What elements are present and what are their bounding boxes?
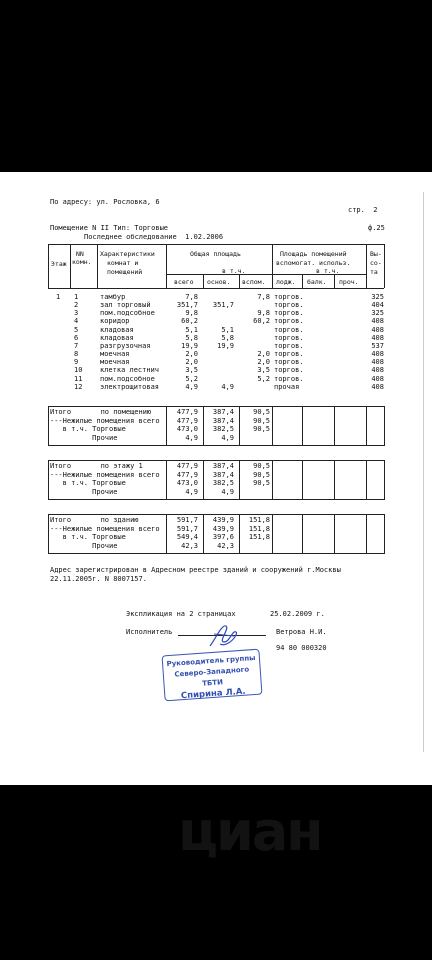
totals-1-line-3-aux: 90,5: [253, 425, 270, 433]
row-5-total: 5,1: [185, 325, 198, 334]
row-8-total: 2,0: [185, 350, 198, 359]
survey-date: Последнее обследование 1.02.2006: [84, 233, 224, 241]
row-10-use: торгов.: [274, 366, 304, 375]
executor-label: Исполнитель: [126, 628, 173, 636]
row-6-name: кладовая: [100, 333, 134, 342]
row-11-n: 11: [74, 374, 83, 383]
totals-2-line-3-total: 473,0: [176, 479, 198, 487]
col-aux-space-1: Площадь помещений: [280, 250, 347, 258]
totals-1-line-3-total: 473,0: [176, 425, 198, 433]
col-char-3: помещений: [107, 268, 143, 276]
row-7-use: торгов.: [274, 341, 304, 350]
totals-1-line-2-label: ---Нежилые помещения всего: [50, 416, 160, 425]
row-4-use: торгов.: [274, 317, 304, 326]
totals-2-line-4-main: 4,9: [221, 487, 234, 496]
row-12-total: 4,9: [185, 382, 198, 391]
col-num-2: комн.: [72, 258, 92, 266]
totals-3-line-2-main: 439,9: [212, 524, 234, 533]
row-11-total: 5,2: [185, 374, 198, 383]
row-4-aux: 60,2: [253, 317, 270, 326]
totals-2-line-2-label: ---Нежилые помещения всего: [50, 470, 160, 479]
totals-3-line-1-aux: 151,8: [248, 516, 270, 524]
totals-1-line-2-aux: 90,5: [253, 416, 270, 425]
totals-2-line-3-aux: 90,5: [253, 479, 270, 487]
row-4-name: коридор: [100, 317, 130, 326]
totals-2-line-4-label: Прочие: [50, 487, 118, 496]
totals-2-line-1-total: 477,9: [176, 462, 198, 470]
row-11-aux: 5,2: [257, 374, 270, 383]
totals-1-line-2-total: 477,9: [176, 416, 198, 425]
col-char-2: комнат и: [107, 259, 139, 267]
row-11-h: 408: [371, 374, 384, 383]
totals-1-line-1-aux: 90,5: [253, 408, 270, 416]
row-4-total: 60,2: [181, 317, 198, 326]
row-2-n: 2: [74, 301, 79, 310]
row-5-main: 5,1: [221, 325, 234, 334]
row-2-name: зал торговый: [100, 301, 151, 310]
row-8-n: 8: [74, 350, 79, 359]
form-number: ф.25: [368, 224, 385, 232]
col-loggia: лодж.: [276, 278, 296, 286]
row-7-name: разгрузочная: [100, 341, 151, 350]
row-8-aux: 2,0: [257, 350, 270, 359]
totals-2-line-1-aux: 90,5: [253, 462, 270, 470]
col-balcony: балк.: [307, 278, 327, 286]
row-3-aux: 9,8: [257, 309, 270, 318]
totals-3-line-1-main: 439,9: [212, 516, 234, 524]
totals-1-line-1-main: 387,4: [212, 408, 234, 416]
row-3-total: 9,8: [185, 309, 198, 318]
row-10-total: 3,5: [185, 366, 198, 375]
row-9-use: торгов.: [274, 358, 304, 367]
row-10-n: 10: [74, 366, 83, 375]
row-4-h: 408: [371, 317, 384, 326]
row-3-use: торгов.: [274, 309, 304, 318]
registry-code: 94 80 000320: [276, 644, 327, 652]
row-5-h: 408: [371, 325, 384, 334]
totals-2-line-2-total: 477,9: [176, 470, 198, 479]
row-1-name: тамбур: [100, 293, 126, 301]
totals-2-line-1-main: 387,4: [212, 462, 234, 470]
totals-3-line-1-label: Итого по зданию: [50, 516, 139, 524]
totals-2-line-1-label: Итого по этажу 1: [50, 462, 143, 470]
col-floor: Этаж: [51, 260, 67, 268]
row-2-main: 351,7: [212, 301, 234, 310]
stamp-line-2: Северо-Западного ТБТИ: [174, 665, 250, 688]
row-9-name: моечная: [100, 358, 130, 367]
row-11-name: пом.подсобное: [100, 374, 155, 383]
row-2-use: торгов.: [274, 301, 304, 310]
totals-1-line-1-label: Итого по помещению: [50, 408, 152, 416]
row-9-n: 9: [74, 358, 79, 367]
col-other: проч.: [339, 278, 359, 286]
watermark-logo: циан: [178, 800, 322, 863]
col-incl: в т.ч.: [222, 267, 246, 275]
totals-3-line-2-total: 591,7: [176, 524, 198, 533]
row-12-name: электрощитовая: [100, 382, 160, 391]
row-9-h: 408: [371, 358, 384, 367]
registry-line-1: Адрес зарегистрирован в Адресном реестре зданий и сооружений г.Москвы: [50, 566, 341, 574]
row-1-floor: 1: [56, 293, 61, 301]
totals-2-line-2-aux: 90,5: [253, 470, 270, 479]
totals-3-line-4-label: Прочие: [50, 541, 118, 550]
row-5-name: кладовая: [100, 325, 134, 334]
col-num-1: NN: [76, 250, 84, 258]
row-8-use: торгов.: [274, 350, 304, 359]
executor-name: Ветрова Н.И.: [276, 628, 327, 636]
row-2-total: 351,7: [176, 301, 198, 310]
row-7-h: 537: [371, 341, 384, 350]
row-8-name: моечная: [100, 350, 130, 359]
official-stamp: [162, 649, 263, 702]
totals-1-line-4-total: 4,9: [185, 433, 198, 442]
row-2-h: 404: [371, 301, 384, 310]
row-1-use: торгов.: [274, 293, 304, 301]
col-area: Общая площадь: [190, 250, 241, 258]
registry-line-2: 22.11.2005г. N 8007157.: [50, 575, 147, 583]
totals-3-line-2-aux: 151,8: [248, 524, 270, 533]
col-aux-space-2: вспомогат. использ.: [276, 259, 351, 267]
row-1-aux: 7,8: [257, 293, 270, 301]
totals-3-line-1-total: 591,7: [176, 516, 198, 524]
totals-3-line-2-label: ---Нежилые помещения всего: [50, 524, 160, 533]
totals-3-line-3-label: в т.ч. Торговые: [50, 533, 126, 541]
row-1-h: 325: [371, 293, 384, 301]
row-3-name: пом.подсобное: [100, 309, 155, 318]
row-6-h: 408: [371, 333, 384, 342]
row-12-n: 12: [74, 382, 83, 391]
totals-1-line-4-main: 4,9: [221, 433, 234, 442]
document-date: 25.02.2009 г.: [270, 610, 325, 618]
row-3-h: 325: [371, 309, 384, 318]
totals-1-line-3-label: в т.ч. Торговые: [50, 425, 126, 433]
totals-1-line-1-total: 477,9: [176, 408, 198, 416]
totals-3-line-3-total: 549,4: [176, 533, 198, 541]
row-12-h: 408: [371, 382, 384, 391]
col-incl-2: в т.ч.: [316, 267, 340, 275]
totals-1-line-3-main: 382,5: [212, 425, 234, 433]
row-7-main: 19,9: [217, 341, 234, 350]
row-5-use: торгов.: [274, 325, 304, 334]
address-line: По адресу: ул. Рословка, 6: [50, 198, 160, 206]
signature-icon: [206, 620, 242, 652]
col-total: всего: [174, 278, 194, 286]
row-6-total: 5,8: [185, 333, 198, 342]
row-5-n: 5: [74, 325, 79, 334]
row-12-use: прочая: [274, 382, 300, 391]
row-12-main: 4,9: [221, 382, 234, 391]
totals-1-line-2-main: 387,4: [212, 416, 234, 425]
page-number: стр. 2: [348, 206, 378, 214]
row-4-n: 4: [74, 317, 79, 326]
totals-2-line-2-main: 387,4: [212, 470, 234, 479]
row-9-total: 2,0: [185, 358, 198, 367]
row-1-total: 7,8: [185, 293, 198, 301]
totals-2-line-3-label: в т.ч. Торговые: [50, 479, 126, 487]
col-height-1: Вы-: [370, 250, 382, 258]
row-6-main: 5,8: [221, 333, 234, 342]
row-3-n: 3: [74, 309, 79, 318]
row-6-use: торгов.: [274, 333, 304, 342]
col-height-3: та: [370, 268, 378, 276]
totals-3-line-4-total: 42,3: [181, 541, 198, 550]
totals-3-line-3-aux: 151,8: [248, 533, 270, 541]
row-7-n: 7: [74, 341, 79, 350]
totals-3-line-3-main: 397,6: [212, 533, 234, 541]
stamp-line-3: Спирина Л.А.: [180, 686, 246, 702]
row-10-aux: 3,5: [257, 366, 270, 375]
col-aux: вспом.: [242, 278, 266, 286]
row-6-n: 6: [74, 333, 79, 342]
totals-2-line-3-main: 382,5: [212, 479, 234, 487]
totals-3-line-4-main: 42,3: [217, 541, 234, 550]
col-height-2: со-: [370, 259, 382, 267]
row-9-aux: 2,0: [257, 358, 270, 367]
row-1-n: 1: [74, 293, 79, 301]
col-main: основ.: [207, 278, 231, 286]
row-10-name: клетка лестнич: [100, 366, 160, 375]
row-10-h: 408: [371, 366, 384, 375]
row-8-h: 408: [371, 350, 384, 359]
premise-type: Помещение N II Тип: Торговые: [50, 224, 169, 232]
explication-note: Экспликация на 2 страницах: [126, 610, 236, 618]
totals-2-line-4-total: 4,9: [185, 487, 198, 496]
totals-1-line-4-label: Прочие: [50, 433, 118, 442]
stamp-line-1: Руководитель группы: [166, 653, 256, 669]
row-7-total: 19,9: [181, 341, 198, 350]
row-11-use: торгов.: [274, 374, 304, 383]
col-char-1: Характеристики: [100, 250, 155, 258]
